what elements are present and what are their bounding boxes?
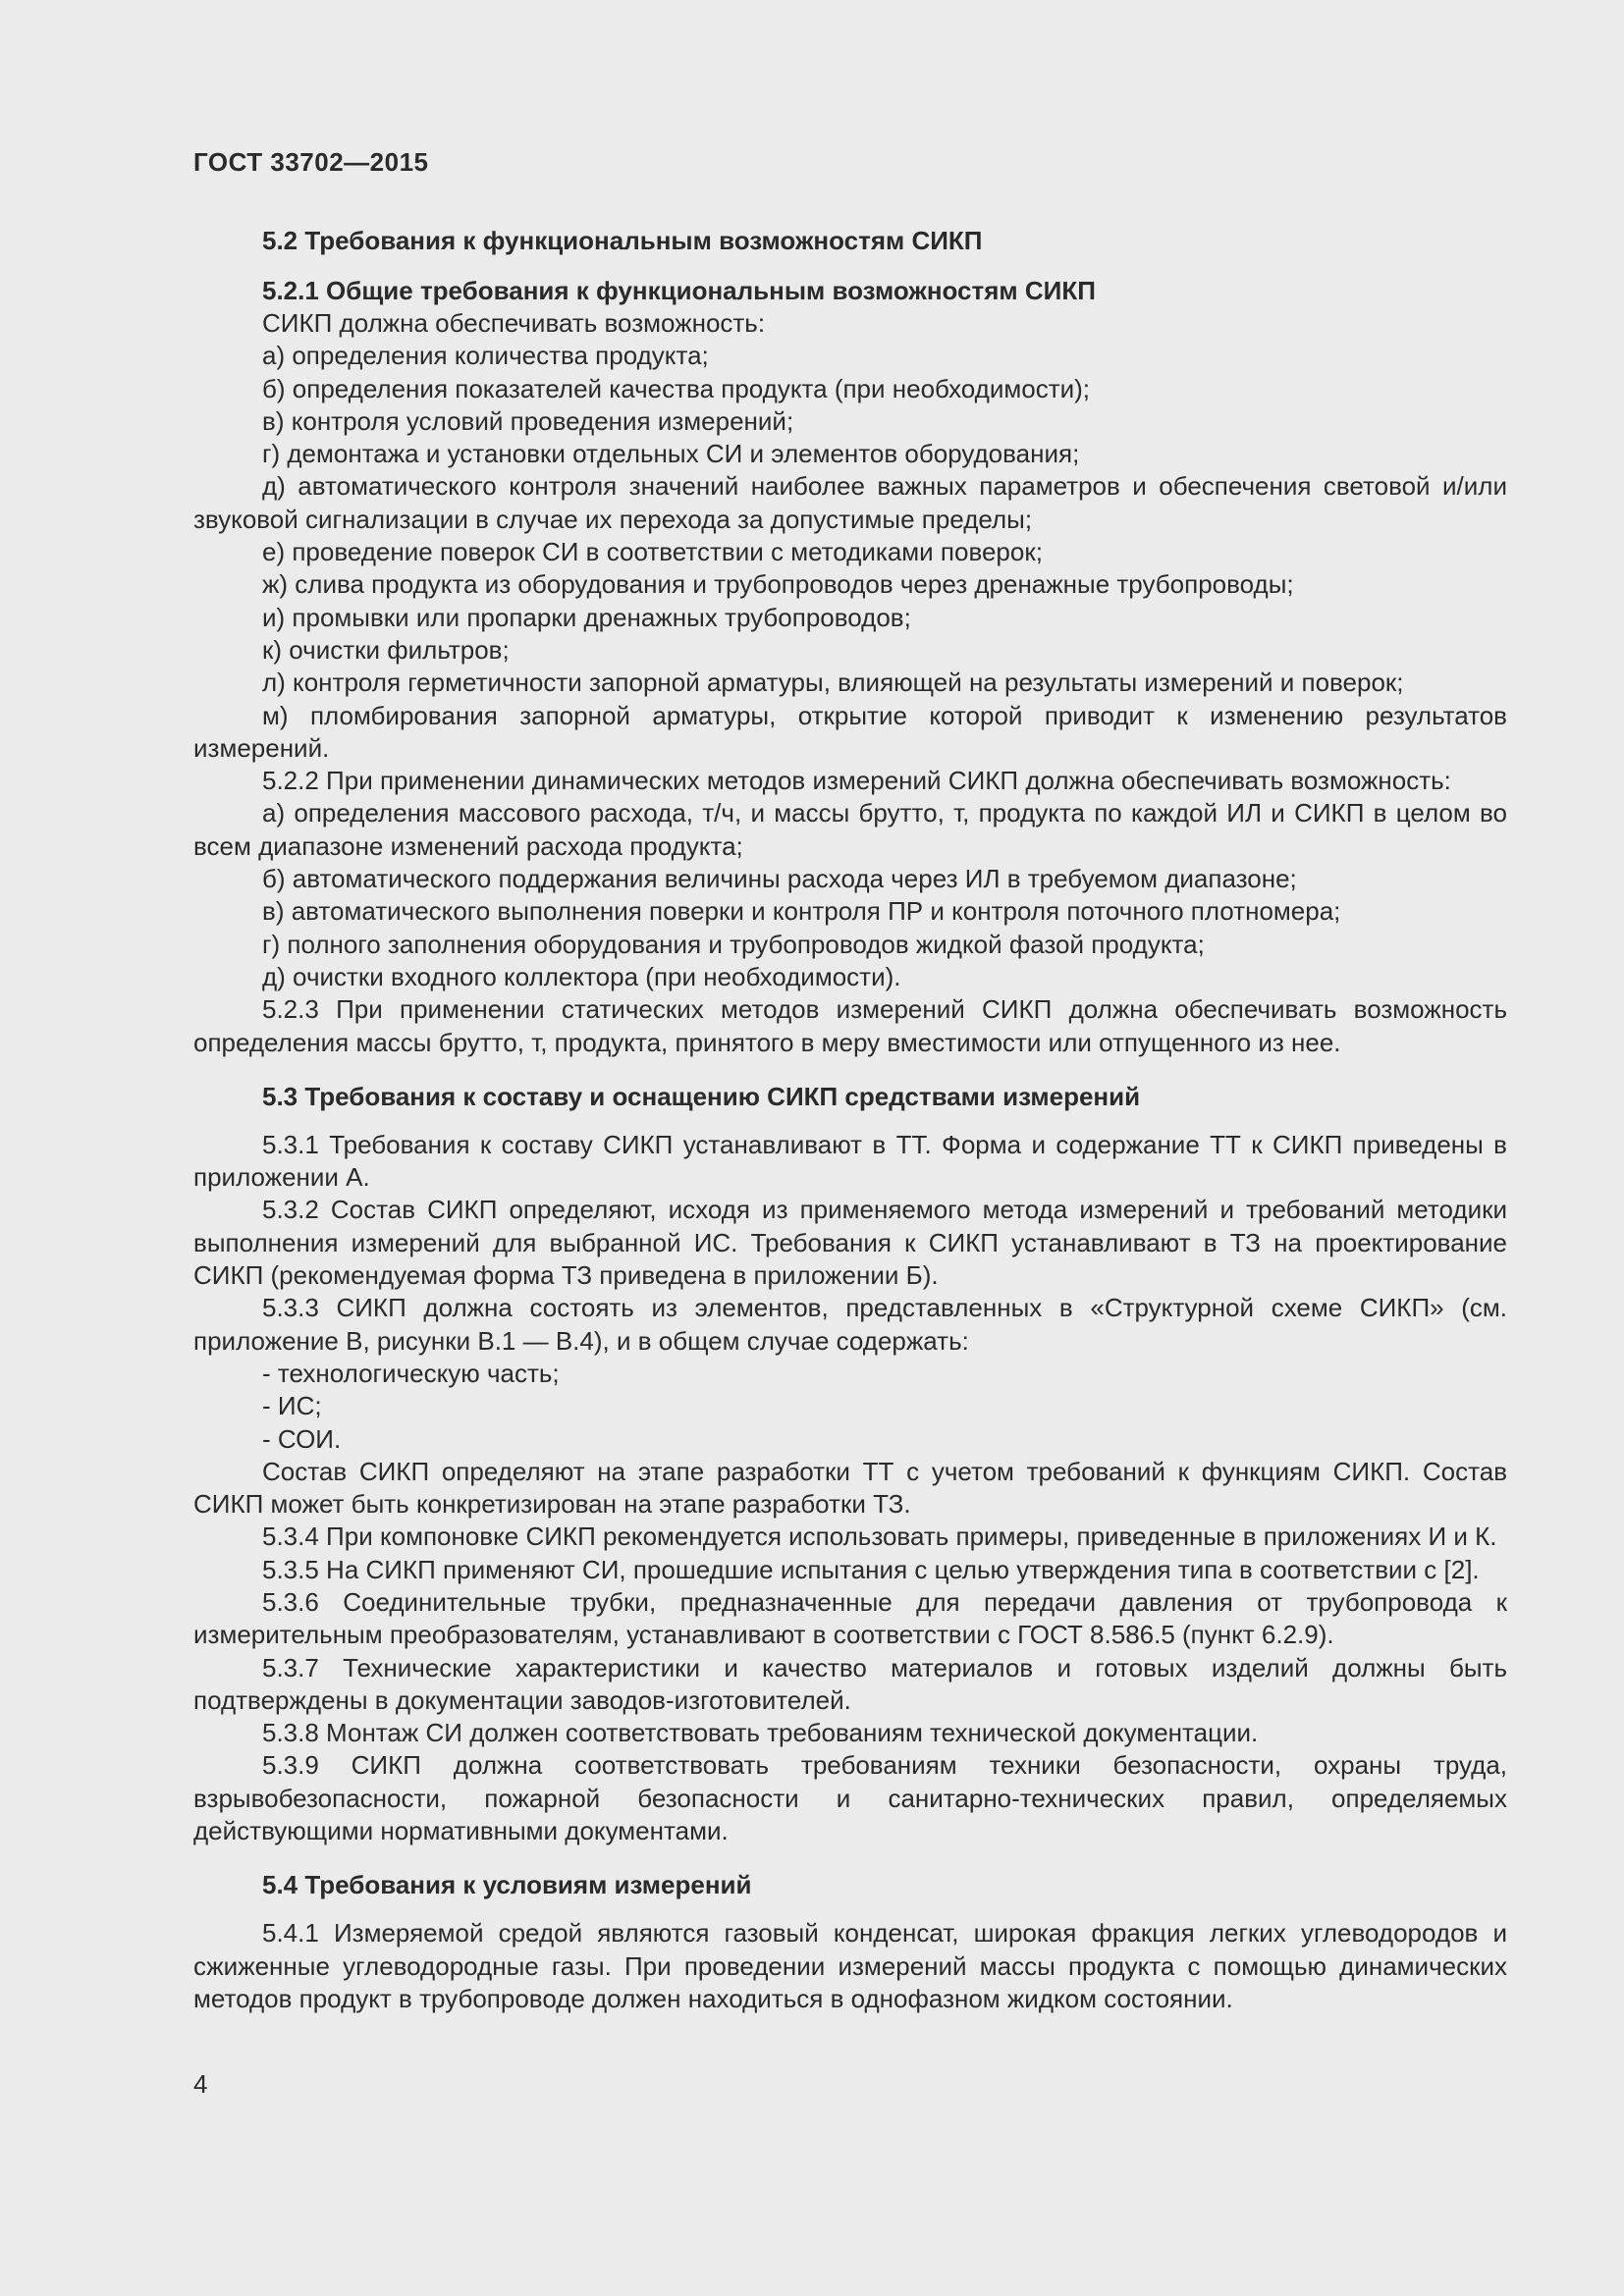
paragraph: 5.3.9 СИКП должна соответствовать требованиям техники безопасности, охраны труда, взрывобезопасности, пожарной безопасности и санитарно-технических правил, определяемых действующими нормативными документами. bbox=[193, 1750, 1507, 1846]
paragraph: 5.4.1 Измеряемой средой являются газовый конденсат, широкая фракция легких углеводородов и сжиженные углеводородные газы. При проведении измерений массы продукта с помощью динамических методов продукт в трубопроводе должен находиться в однофазном жидком состоянии. bbox=[193, 1918, 1507, 2013]
list-item: б) определения показателей качества продукта (при необходимости); bbox=[262, 373, 1091, 403]
list-item: - СОИ. bbox=[262, 1423, 342, 1454]
list-item: а) определения массового расхода, т/ч, и массы брутто, т, продукта по каждой ИЛ и СИКП в целом во всем диапазоне изменений расхода продукта; bbox=[193, 798, 1507, 861]
list-item: в) контроля условий проведения измерений; bbox=[262, 405, 794, 436]
paragraph: 5.3.4 При компоновке СИКП рекомендуется использовать примеры, приведенные в приложениях И и К. bbox=[262, 1522, 1497, 1552]
section-title-5-3: 5.3 Требования к составу и оснащению СИКП средствами измерений bbox=[262, 1081, 1141, 1111]
list-item: б) автоматического поддержания величины расхода через ИЛ в требуемом диапазоне; bbox=[262, 864, 1297, 894]
paragraph: 5.3.8 Монтаж СИ должен соответствовать требованиям технической документации. bbox=[262, 1718, 1259, 1748]
list-item: д) автоматического контроля значений наиболее важных параметров и обеспечения световой и/или звуковой сигнализации в случае их перехода за допустимые пределы; bbox=[193, 471, 1507, 534]
document-header: ГОСТ 33702—2015 bbox=[193, 147, 429, 177]
list-item: м) пломбирования запорной арматуры, открытие которой приводит к изменению результатов измерений. bbox=[193, 700, 1507, 763]
list-item: в) автоматического выполнения поверки и контроля ПР и контроля поточного плотномера; bbox=[262, 896, 1341, 927]
list-item: - ИС; bbox=[262, 1391, 322, 1421]
paragraph: 5.3.3 СИКП должна состоять из элементов, представленных в «Структурной схеме СИКП» (см. приложение В, рисунки В.1 — В.4), и в общем случае содержать: bbox=[193, 1293, 1507, 1356]
list-item: ж) слива продукта из оборудования и трубопроводов через дренажные трубопроводы; bbox=[262, 569, 1294, 600]
paragraph: Состав СИКП определяют на этапе разработки ТТ с учетом требований к функциям СИКП. Состав СИКП может быть конкретизирован на этапе разработки ТЗ. bbox=[193, 1456, 1507, 1520]
paragraph: 5.3.2 Состав СИКП определяют, исходя из применяемого метода измерений и требований методики выполнения измерений для выбранной ИС. Требования к СИКП устанавливают в ТЗ на проектирование СИКП (рекомендуемая форма ТЗ приведена в приложении Б). bbox=[193, 1195, 1507, 1291]
list-item: г) демонтажа и установки отдельных СИ и элементов оборудования; bbox=[262, 439, 1080, 469]
paragraph: 5.3.7 Технические характеристики и качество материалов и готовых изделий должны быть подтверждены в документации заводов-изготовителей. bbox=[193, 1652, 1507, 1715]
list-item: и) промывки или пропарки дренажных трубопроводов; bbox=[262, 602, 911, 632]
paragraph: 5.3.1 Требования к составу СИКП устанавливают в ТТ. Форма и содержание ТТ к СИКП приведены в приложении А. bbox=[193, 1129, 1507, 1193]
list-item: е) проведение поверок СИ в соответствии с методиками поверок; bbox=[262, 537, 1043, 567]
paragraph: СИКП должна обеспечивать возможность: bbox=[262, 308, 766, 338]
page-number: 4 bbox=[193, 2069, 208, 2099]
paragraph: 5.3.5 На СИКП применяют СИ, прошедшие испытания с целью утверждения типа в соответствии с [2]. bbox=[262, 1554, 1480, 1584]
paragraph: 5.2.3 При применении статических методов измерений СИКП должна обеспечивать возможность определения массы брутто, т, продукта, принятого в меру вместимости или отпущенного из нее. bbox=[193, 994, 1507, 1057]
section-title-5-4: 5.4 Требования к условиям измерений bbox=[262, 1870, 752, 1900]
paragraph: 5.3.6 Соединительные трубки, предназначенные для передачи давления от трубопровода к измерительным преобразователям, устанавливают в соответствии с ГОСТ 8.586.5 (пункт 6.2.9). bbox=[193, 1586, 1507, 1650]
section-title-5-2: 5.2 Требования к функциональным возможностям СИКП bbox=[262, 226, 983, 255]
document-page bbox=[193, 147, 1507, 2015]
subsection-title-5-2-1: 5.2.1 Общие требования к функциональным возможностям СИКП bbox=[262, 276, 1096, 305]
list-item: г) полного заполнения оборудования и трубопроводов жидкой фазой продукта; bbox=[262, 929, 1205, 959]
list-item: - технологическую часть; bbox=[262, 1358, 560, 1388]
list-item: л) контроля герметичности запорной арматуры, влияющей на результаты измерений и поверок; bbox=[262, 667, 1404, 698]
paragraph: 5.2.2 При применении динамических методов измерений СИКП должна обеспечивать возможность: bbox=[262, 766, 1451, 796]
list-item: к) очистки фильтров; bbox=[262, 634, 510, 665]
list-item: д) очистки входного коллектора (при необходимости). bbox=[262, 961, 901, 991]
list-item: а) определения количества продукта; bbox=[262, 341, 709, 371]
